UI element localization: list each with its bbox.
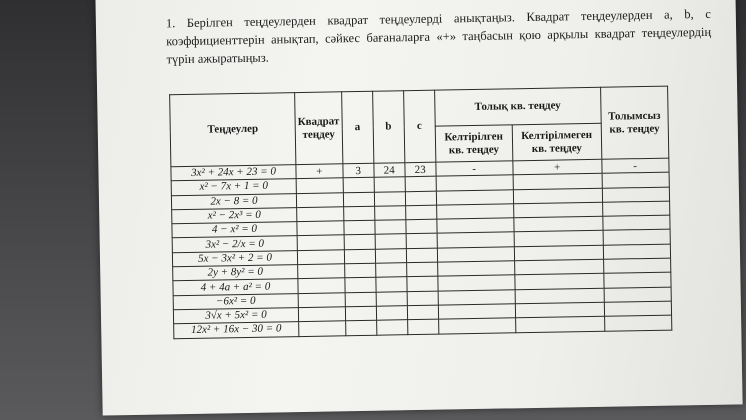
- answer-cell-tol: -: [602, 158, 669, 173]
- answer-cell-nkel: [515, 288, 604, 304]
- answer-cell-tol: [604, 272, 671, 287]
- answer-cell-b: [374, 191, 405, 206]
- answer-cell-kel: [437, 218, 514, 234]
- answer-cell-tol: [604, 315, 671, 330]
- answer-cell-a: [345, 292, 376, 307]
- answer-cell-c: [407, 291, 438, 306]
- equation-cell: 4 + 4a + a² = 0: [173, 279, 298, 295]
- header-not-reduced: Келтірілмеген кв. теңдеу: [512, 123, 602, 161]
- answer-cell-nkel: [515, 317, 604, 333]
- answer-cell-kv: [298, 292, 345, 307]
- worksheet-paper: [95, 0, 743, 416]
- answer-cell-kel: [438, 318, 515, 334]
- answer-cell-tol: [602, 201, 669, 216]
- answer-cell-kel: [437, 261, 514, 277]
- answer-cell-tol: [603, 258, 670, 273]
- answer-cell-nkel: [515, 274, 604, 290]
- answer-cell-a: [343, 178, 374, 193]
- answer-cell-b: [375, 220, 406, 235]
- equation-cell: 4 − x² = 0: [172, 222, 297, 238]
- answer-cell-kv: [297, 207, 344, 222]
- answer-cell-kv: [298, 264, 345, 279]
- header-quadratic: Квадрат теңдеу: [295, 92, 343, 165]
- answer-cell-c: [405, 176, 436, 191]
- header-b: b: [372, 91, 404, 164]
- answer-cell-nkel: +: [513, 159, 602, 175]
- header-a: a: [341, 91, 373, 164]
- header-c: c: [403, 90, 435, 163]
- answer-cell-nkel: [515, 302, 604, 318]
- answer-cell-nkel: [514, 231, 603, 247]
- equation-cell: 3x² + 24x + 23 = 0: [171, 165, 296, 181]
- header-incomplete: Толымсыз кв. теңдеу: [600, 86, 668, 159]
- equation-cell: −6x² = 0: [173, 293, 298, 309]
- answer-cell-b: [375, 248, 406, 263]
- answer-cell-c: [406, 248, 437, 263]
- answer-cell-kv: [296, 178, 343, 193]
- answer-cell-kel: [436, 189, 513, 205]
- answer-cell-c: [405, 205, 436, 220]
- answer-cell-c: 23: [405, 162, 436, 177]
- answer-cell-a: [343, 192, 374, 207]
- answer-cell-kel: -: [436, 161, 513, 177]
- answer-cell-kv: [296, 192, 343, 207]
- answer-cell-tol: [604, 301, 671, 316]
- answer-cell-a: [344, 263, 375, 278]
- answer-cell-nkel: [513, 174, 602, 190]
- equation-cell: x² − 7x + 1 = 0: [171, 179, 296, 195]
- answer-cell-b: [374, 177, 405, 192]
- answer-cell-tol: [602, 172, 669, 187]
- answer-cell-b: [375, 263, 406, 278]
- answer-cell-b: [376, 306, 407, 321]
- answer-cell-kv: [299, 321, 346, 336]
- answer-cell-a: [344, 235, 375, 250]
- answer-cell-a: 3: [343, 163, 374, 178]
- equation-cell: 2x − 8 = 0: [171, 193, 296, 209]
- answer-cell-b: [376, 277, 407, 292]
- answer-cell-c: [406, 262, 437, 277]
- equation-cell: 2y + 8y² = 0: [173, 265, 298, 281]
- equation-cell: 3x² − 2/x = 0: [172, 236, 297, 252]
- answer-cell-tol: [603, 244, 670, 259]
- answer-cell-kv: [297, 221, 344, 236]
- answer-cell-a: [345, 320, 376, 335]
- header-complete: Толық кв. теңдеу: [434, 87, 601, 126]
- equation-cell: x² − 2x³ = 0: [172, 207, 297, 223]
- answer-cell-kel: [437, 247, 514, 263]
- answer-cell-nkel: [514, 259, 603, 275]
- answer-cell-a: [344, 220, 375, 235]
- answer-cell-c: [407, 277, 438, 292]
- answer-cell-nkel: [514, 245, 603, 261]
- answer-cell-tol: [604, 287, 671, 302]
- answer-cell-kv: [297, 235, 344, 250]
- answer-cell-kel: [438, 289, 515, 305]
- answer-cell-b: [374, 206, 405, 221]
- answer-cell-b: 24: [374, 163, 405, 178]
- answer-cell-a: [344, 249, 375, 264]
- answer-cell-b: [375, 234, 406, 249]
- header-equations: Теңдеулер: [170, 93, 296, 167]
- answer-cell-kel: [438, 304, 515, 320]
- answer-cell-kv: [298, 307, 345, 322]
- header-reduced: Келтірілген кв. теңдеу: [435, 125, 513, 162]
- answer-cell-kv: [297, 250, 344, 265]
- answer-cell-a: [345, 278, 376, 293]
- equation-cell: 5x − 3x² + 2 = 0: [172, 250, 297, 266]
- equations-table: [169, 86, 672, 339]
- answer-cell-c: [406, 219, 437, 234]
- answer-cell-nkel: [513, 202, 602, 218]
- answer-cell-nkel: [513, 188, 602, 204]
- answer-cell-kv: +: [296, 164, 343, 179]
- answer-cell-nkel: [514, 216, 603, 232]
- answer-cell-a: [343, 206, 374, 221]
- equation-cell: 12x² + 16x − 30 = 0: [174, 322, 299, 338]
- answer-cell-c: [407, 319, 438, 334]
- answer-cell-kel: [436, 175, 513, 191]
- answer-cell-b: [376, 291, 407, 306]
- answer-cell-c: [407, 305, 438, 320]
- task-instruction: 1. Берілген теңдеулерден квадрат теңдеулерді анықтаңыз. Квадрат теңдеулерден a, b, c коэффициенттерін анықтап, сәйкес бағаналарға «+» таңбасын қою арқылы квадрат теңдеулердің түрін ажыратыңыз.: [165, 6, 712, 67]
- answer-cell-c: [406, 234, 437, 249]
- equation-cell: 3√x + 5x² = 0: [173, 308, 298, 324]
- answer-cell-c: [405, 191, 436, 206]
- answer-cell-tol: [602, 187, 669, 202]
- answer-cell-kel: [438, 275, 515, 291]
- answer-cell-a: [345, 306, 376, 321]
- answer-cell-kel: [437, 232, 514, 248]
- answer-cell-b: [376, 320, 407, 335]
- answer-cell-tol: [603, 230, 670, 245]
- answer-cell-kel: [436, 204, 513, 220]
- answer-cell-tol: [603, 215, 670, 230]
- answer-cell-kv: [298, 278, 345, 293]
